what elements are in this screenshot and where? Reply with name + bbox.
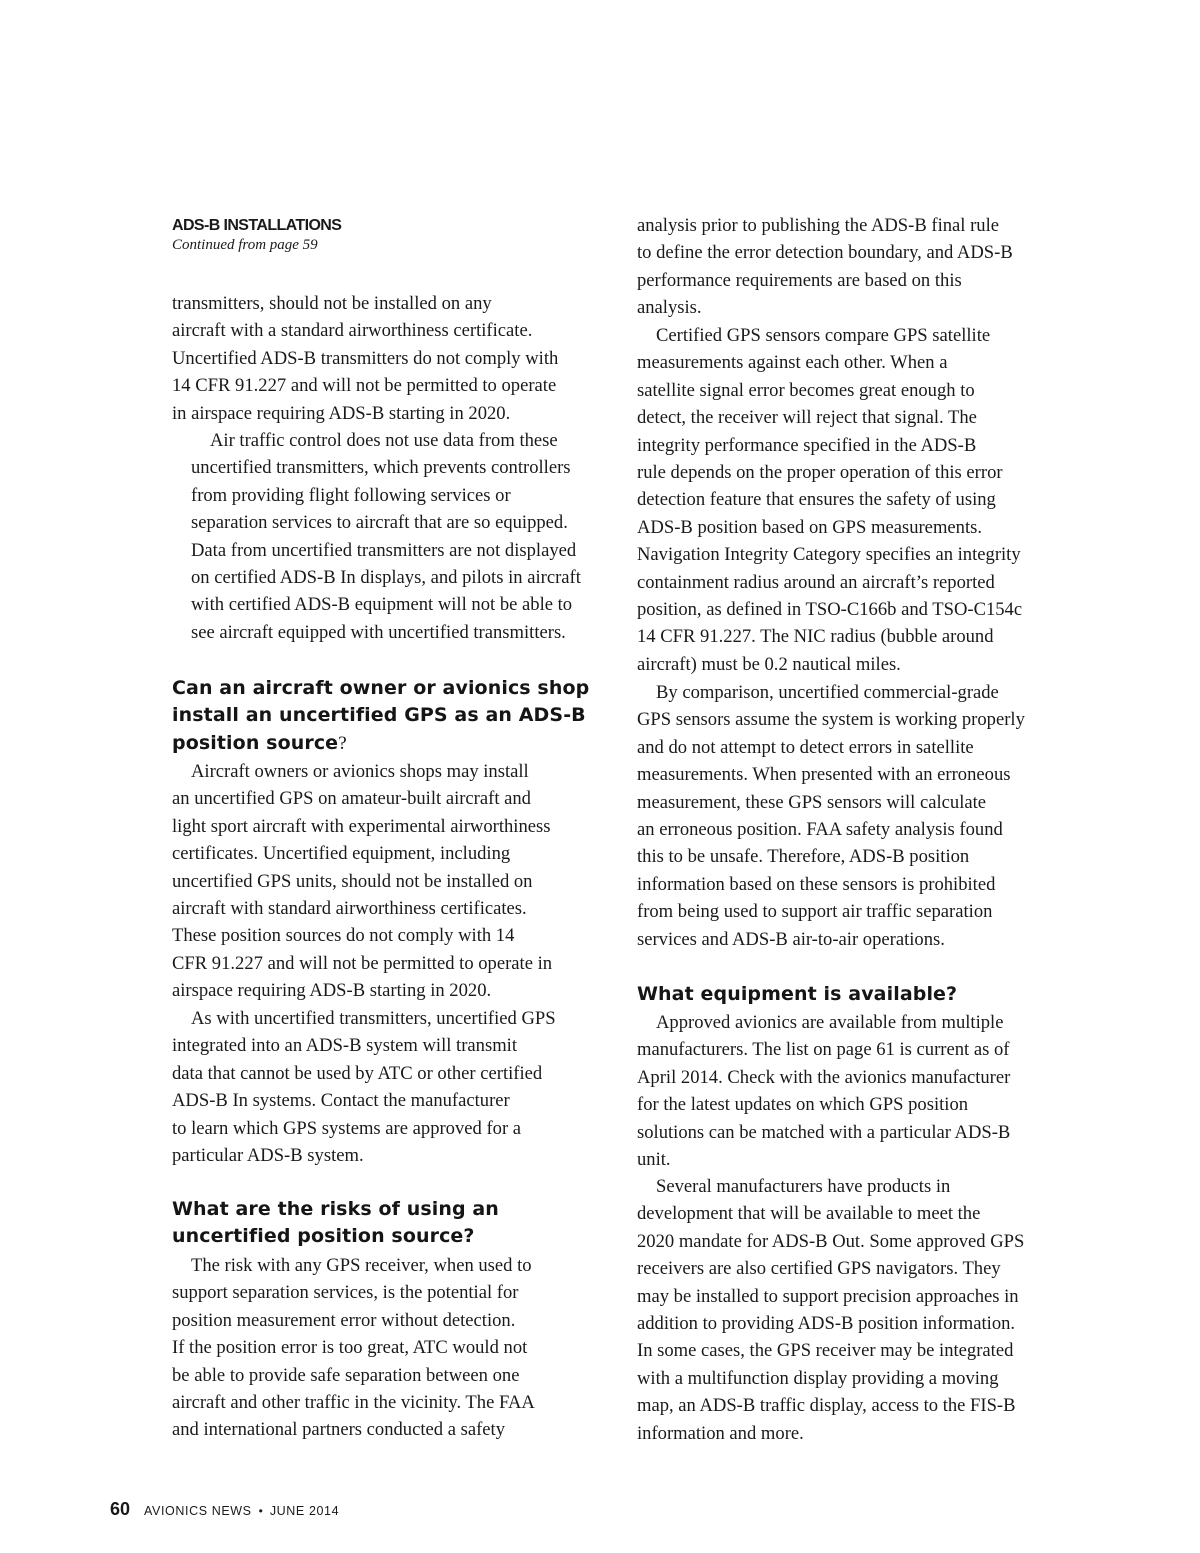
text-line: an erroneous position. FAA safety analysis found [637,819,1003,841]
right-paragraph-2 [637,322,1077,678]
text-line: see aircraft equipped with uncertified transmitters. [191,621,566,643]
text-line: may be installed to support precision approaches in [637,1285,1019,1307]
text-line: position measurement error without detection. [172,1309,516,1331]
continued-note: Continued from page 59 [172,237,318,253]
text-line: particular ADS-B system. [172,1145,364,1167]
text-line: and international partners conducted a safety [172,1419,505,1441]
heading-risks [172,1196,617,1251]
text-line: to define the error detection boundary, and ADS-B [637,242,1013,264]
text-line: separation services to aircraft that are so equipped. [191,512,568,534]
text-line: manufacturers. The list on page 61 is current as of [637,1039,1010,1061]
text-line: support separation services, is the potential for [172,1282,519,1304]
right-paragraph-1 [637,212,1077,322]
text-line: position, as defined in TSO-C166b and TSO-C154c [637,599,1023,621]
text-line: aircraft and other traffic in the vicinity. The FAA [172,1392,535,1414]
text-line: ADS-B In systems. Contact the manufacturer [172,1090,510,1112]
text-line: As with uncertified transmitters, uncertified GPS [191,1008,556,1029]
text-line: to learn which GPS systems are approved for a [172,1117,522,1139]
text-line: certificates. Uncertified equipment, including [172,843,511,865]
right-paragraph-5 [637,1173,1077,1447]
text-line: analysis. [637,297,702,319]
text-line: Navigation Integrity Category specifies an integrity [637,544,1021,566]
text-line: transmitters, should not be installed on any [172,293,492,314]
text-line: By comparison, uncertified commercial-grade [656,682,999,703]
text-line: 14 CFR 91.227 and will not be permitted to operate [172,375,557,397]
text-line: with a multifunction display providing a moving [637,1367,999,1389]
text-line: in airspace requiring ADS-B starting in 2020. [172,402,511,424]
text-line: If the position error is too great, ATC would not [172,1337,528,1359]
left-paragraph-1 [172,290,610,427]
text-line: Uncertified ADS-B transmitters do not comply with [172,347,559,369]
text-line: CFR 91.227 and will not be permitted to operate in [172,952,553,974]
text-line: light sport aircraft with experimental airworthiness [172,815,551,837]
text-line: from providing flight following services or [191,484,511,506]
text-line: be able to provide safe separation between one [172,1364,520,1386]
left-paragraph-5 [172,1252,610,1444]
page-number: 60 [110,1499,131,1519]
text-line: April 2014. Check with the avionics manufacturer [637,1066,1011,1088]
right-paragraph-3 [637,679,1077,953]
text-line: Approved avionics are available from multiple [656,1012,1004,1033]
bullet-separator: • [258,1504,263,1518]
publication-name: AVIONICS NEWS [144,1504,252,1518]
heading-text: position source [172,731,339,754]
heading-line: install an uncertified GPS as an ADS-B [172,704,586,727]
text-line: These position sources do not comply with 14 [172,925,515,947]
text-line: ADS-B position based on GPS measurements. [637,516,983,538]
section-kicker: ADS-B INSTALLATIONS [172,217,342,234]
text-line: detect, the receiver will reject that signal. The [637,407,977,429]
page-footer [110,1499,339,1520]
text-line: information based on these sensors is prohibited [637,873,996,895]
text-line: In some cases, the GPS receiver may be integrated [637,1340,1014,1362]
text-line: Certified GPS sensors compare GPS satellite [656,325,991,346]
left-paragraph-2 [172,427,610,646]
heading-uncertified-gps [172,675,617,757]
text-line: with certified ADS-B equipment will not be able to [191,594,573,616]
heading-equipment [637,981,1082,1008]
text-line: from being used to support air traffic separation [637,901,993,923]
text-line: 14 CFR 91.227. The NIC radius (bubble around [637,626,994,648]
text-line: integrated into an ADS-B system will transmit [172,1035,517,1057]
heading-line: Can an aircraft owner or avionics shop [172,677,590,699]
heading-line: uncertified position source? [172,1225,475,1248]
text-line: aircraft with standard airworthiness certificates. [172,898,527,920]
text-line: containment radius around an aircraft’s reported [637,571,995,593]
text-line: data that cannot be used by ATC or other certified [172,1062,543,1084]
text-line: uncertified transmitters, which prevents controllers [191,457,571,479]
text-line: map, an ADS-B traffic display, access to the FIS-B [637,1395,1016,1417]
text-line: information and more. [637,1422,804,1444]
text-line: Data from uncertified transmitters are not displayed [191,539,577,561]
issue-date: JUNE 2014 [269,1504,340,1518]
heading-line: What equipment is available? [637,983,958,1005]
right-paragraph-4 [637,1009,1077,1173]
text-line: Several manufacturers have products in [656,1176,951,1197]
text-line: measurements. When presented with an erroneous [637,764,1011,786]
text-line: this to be unsafe. Therefore, ADS-B position [637,846,970,868]
text-line: measurement, these GPS sensors will calculate [637,791,987,813]
text-line: 2020 mandate for ADS-B Out. Some approved GPS [637,1230,1025,1252]
text-line: addition to providing ADS-B position information. [637,1313,1016,1335]
text-line: integrity performance specified in the ADS-B [637,434,977,456]
text-line: and do not attempt to detect errors in satellite [637,736,974,758]
text-line: receivers are also certified GPS navigators. They [637,1258,1001,1280]
text-line: detection feature that ensures the safety of using [637,489,996,511]
text-line: development that will be available to meet the [637,1203,981,1225]
text-line: on certified ADS-B In displays, and pilots in aircraft [191,567,581,589]
text-line: The risk with any GPS receiver, when used to [191,1255,532,1276]
heading-line [172,730,617,757]
left-paragraph-4 [172,1005,610,1169]
text-line: measurements against each other. When a [637,352,948,374]
text-line: services and ADS-B air-to-air operations. [637,928,945,950]
text-line: solutions can be matched with a particular ADS-B [637,1121,1011,1143]
text-line: an uncertified GPS on amateur-built aircraft and [172,788,531,810]
question-mark: ? [338,732,347,754]
text-line: for the latest updates on which GPS position [637,1094,969,1116]
text-line: aircraft) must be 0.2 nautical miles. [637,653,901,675]
heading-line: What are the risks of using an [172,1198,499,1220]
text-line: rule depends on the proper operation of this error [637,462,1003,484]
text-line: Aircraft owners or avionics shops may install [191,761,529,782]
text-line: performance requirements are based on this [637,269,962,291]
text-line: Air traffic control does not use data from these [210,430,558,451]
text-line: GPS sensors assume the system is working properly [637,709,1025,731]
text-line: aircraft with a standard airworthiness certificate. [172,320,533,342]
text-line: satellite signal error becomes great enough to [637,379,975,401]
text-line: uncertified GPS units, should not be installed on [172,870,533,892]
text-line: airspace requiring ADS-B starting in 2020. [172,980,492,1002]
left-paragraph-3 [172,758,610,1005]
text-line: unit. [637,1149,671,1171]
text-line: analysis prior to publishing the ADS-B final rule [637,215,1000,236]
